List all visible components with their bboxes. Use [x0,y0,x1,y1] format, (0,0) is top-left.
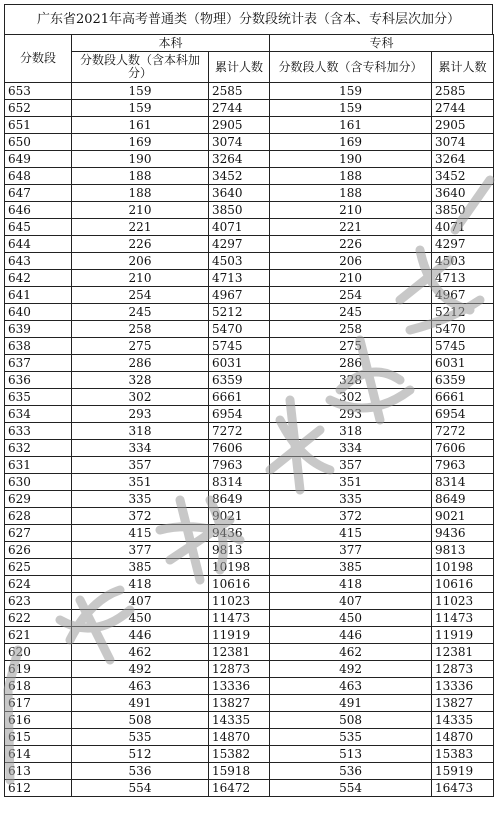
bk_count-cell: 512 [72,746,209,763]
score-cell: 632 [5,440,72,457]
bk_count-cell: 190 [72,151,209,168]
table-row [5,457,494,474]
bk_count-cell: 335 [72,491,209,508]
zk_count-cell: 245 [270,304,432,321]
bk_cum-cell: 4071 [209,219,270,236]
table-row [5,729,494,746]
bk_count-cell: 302 [72,389,209,406]
zk_count-cell: 159 [270,100,432,117]
bk_count-cell: 351 [72,474,209,491]
bk_cum-cell: 4503 [209,253,270,270]
zk_cum-cell: 4713 [432,270,494,287]
zk_cum-cell: 7963 [432,457,494,474]
table-row [5,780,494,797]
zk_count-cell: 357 [270,457,432,474]
bk_cum-cell: 9021 [209,508,270,525]
bk_cum-cell: 3850 [209,202,270,219]
bk_count-cell: 385 [72,559,209,576]
score-cell: 628 [5,508,72,525]
table-row [5,100,494,117]
bk_cum-cell: 3452 [209,168,270,185]
score-cell: 615 [5,729,72,746]
score-cell: 630 [5,474,72,491]
bk_count-cell: 446 [72,627,209,644]
table-row [5,185,494,202]
bk_cum-cell: 3264 [209,151,270,168]
score-cell: 646 [5,202,72,219]
zk_count-cell: 159 [270,83,432,100]
table-row [5,423,494,440]
bk_cum-cell: 11023 [209,593,270,610]
bk_cum-cell: 5745 [209,338,270,355]
bk_count-cell: 463 [72,678,209,695]
bk_count-cell: 462 [72,644,209,661]
zk_cum-cell: 4297 [432,236,494,253]
zk_cum-cell: 4967 [432,287,494,304]
zk_cum-cell: 11473 [432,610,494,627]
table-row [5,627,494,644]
bk_cum-cell: 14335 [209,712,270,729]
bk_count-cell: 407 [72,593,209,610]
zk_cum-cell: 5212 [432,304,494,321]
zk_count-cell: 377 [270,542,432,559]
bk_count-cell: 161 [72,117,209,134]
zk_cum-cell: 7606 [432,440,494,457]
bk_cum-cell: 6954 [209,406,270,423]
bk_cum-cell: 4967 [209,287,270,304]
bk_cum-cell: 15918 [209,763,270,780]
undergrad-count-header: 分数段人数（含本科加分） [72,52,209,83]
score-cell: 613 [5,763,72,780]
bk_count-cell: 535 [72,729,209,746]
score-cell: 612 [5,780,72,797]
zk_count-cell: 318 [270,423,432,440]
table-row [5,763,494,780]
bk_count-cell: 328 [72,372,209,389]
table-row [5,661,494,678]
bk_cum-cell: 12873 [209,661,270,678]
bk_count-cell: 491 [72,695,209,712]
table-row [5,219,494,236]
score-cell: 618 [5,678,72,695]
zk_count-cell: 535 [270,729,432,746]
zk_cum-cell: 6954 [432,406,494,423]
bk_count-cell: 169 [72,134,209,151]
table-row [5,474,494,491]
zk_cum-cell: 5470 [432,321,494,338]
score-cell: 652 [5,100,72,117]
table-row [5,610,494,627]
score-cell: 649 [5,151,72,168]
zk_cum-cell: 3640 [432,185,494,202]
table-row [5,134,494,151]
table-row [5,253,494,270]
junior-college-count-header: 分数段人数（含专科加分） [270,52,432,83]
bk_cum-cell: 7606 [209,440,270,457]
table-row [5,593,494,610]
zk_count-cell: 508 [270,712,432,729]
zk_cum-cell: 9436 [432,525,494,542]
score-cell: 640 [5,304,72,321]
zk_cum-cell: 6031 [432,355,494,372]
score-cell: 650 [5,134,72,151]
zk_count-cell: 275 [270,338,432,355]
table-row [5,287,494,304]
table-row [5,355,494,372]
zk_count-cell: 385 [270,559,432,576]
zk_cum-cell: 16473 [432,780,494,797]
score-cell: 622 [5,610,72,627]
bk_cum-cell: 6359 [209,372,270,389]
bk_cum-cell: 4297 [209,236,270,253]
zk_cum-cell: 4071 [432,219,494,236]
bk_count-cell: 258 [72,321,209,338]
zk_cum-cell: 6359 [432,372,494,389]
table-row [5,576,494,593]
zk_cum-cell: 2905 [432,117,494,134]
zk_count-cell: 513 [270,746,432,763]
score-cell: 626 [5,542,72,559]
bk_count-cell: 210 [72,202,209,219]
bk_count-cell: 357 [72,457,209,474]
score-cell: 614 [5,746,72,763]
score-cell: 625 [5,559,72,576]
zk_cum-cell: 11023 [432,593,494,610]
bk_count-cell: 450 [72,610,209,627]
zk_count-cell: 210 [270,270,432,287]
bk_cum-cell: 12381 [209,644,270,661]
bk_cum-cell: 16472 [209,780,270,797]
bk_cum-cell: 9813 [209,542,270,559]
bk_count-cell: 159 [72,83,209,100]
zk_count-cell: 462 [270,644,432,661]
zk_cum-cell: 3452 [432,168,494,185]
score-cell: 627 [5,525,72,542]
table-row [5,542,494,559]
score-cell: 629 [5,491,72,508]
table-row [5,440,494,457]
table-row [5,372,494,389]
table-row [5,644,494,661]
bk_count-cell: 418 [72,576,209,593]
zk_count-cell: 418 [270,576,432,593]
bk_cum-cell: 14870 [209,729,270,746]
bk_count-cell: 334 [72,440,209,457]
zk_count-cell: 302 [270,389,432,406]
zk_cum-cell: 13336 [432,678,494,695]
zk_cum-cell: 14335 [432,712,494,729]
zk_count-cell: 450 [270,610,432,627]
score-cell: 644 [5,236,72,253]
table-row [5,746,494,763]
zk_count-cell: 328 [270,372,432,389]
table-row [5,559,494,576]
score-cell: 648 [5,168,72,185]
table-row [5,270,494,287]
bk_count-cell: 508 [72,712,209,729]
bk_cum-cell: 15382 [209,746,270,763]
bk_cum-cell: 10198 [209,559,270,576]
zk_count-cell: 169 [270,134,432,151]
table-row [5,202,494,219]
table-row [5,508,494,525]
table-body [5,83,494,797]
bk_count-cell: 226 [72,236,209,253]
zk_cum-cell: 12873 [432,661,494,678]
bk_cum-cell: 6031 [209,355,270,372]
table-row [5,83,494,100]
score-cell: 616 [5,712,72,729]
bk_cum-cell: 8314 [209,474,270,491]
bk_cum-cell: 2585 [209,83,270,100]
zk_count-cell: 206 [270,253,432,270]
bk_count-cell: 554 [72,780,209,797]
bk_count-cell: 377 [72,542,209,559]
bk_cum-cell: 5470 [209,321,270,338]
score-cell: 651 [5,117,72,134]
score-cell: 653 [5,83,72,100]
zk_count-cell: 492 [270,661,432,678]
zk_count-cell: 351 [270,474,432,491]
zk_count-cell: 286 [270,355,432,372]
score-cell: 639 [5,321,72,338]
bk_cum-cell: 3074 [209,134,270,151]
zk_cum-cell: 9021 [432,508,494,525]
score-cell: 642 [5,270,72,287]
table-row [5,678,494,695]
score-distribution-sheet [4,4,493,797]
bk_cum-cell: 4713 [209,270,270,287]
zk_cum-cell: 2744 [432,100,494,117]
zk_cum-cell: 8649 [432,491,494,508]
zk_count-cell: 334 [270,440,432,457]
bk_count-cell: 245 [72,304,209,321]
table-row [5,304,494,321]
table-row [5,236,494,253]
undergrad-group-header: 本科 [72,35,270,52]
zk_cum-cell: 2585 [432,83,494,100]
zk_cum-cell: 8314 [432,474,494,491]
bk_cum-cell: 6661 [209,389,270,406]
score-cell: 619 [5,661,72,678]
bk_count-cell: 415 [72,525,209,542]
score-cell: 633 [5,423,72,440]
zk_cum-cell: 7272 [432,423,494,440]
zk_count-cell: 554 [270,780,432,797]
bk_count-cell: 210 [72,270,209,287]
zk_count-cell: 188 [270,168,432,185]
zk_cum-cell: 12381 [432,644,494,661]
zk_count-cell: 536 [270,763,432,780]
bk_count-cell: 188 [72,168,209,185]
score-cell: 636 [5,372,72,389]
bk_cum-cell: 10616 [209,576,270,593]
bk_count-cell: 492 [72,661,209,678]
bk_cum-cell: 3640 [209,185,270,202]
bk_cum-cell: 5212 [209,304,270,321]
bk_count-cell: 206 [72,253,209,270]
bk_count-cell: 318 [72,423,209,440]
zk_count-cell: 463 [270,678,432,695]
zk_count-cell: 407 [270,593,432,610]
zk_cum-cell: 13827 [432,695,494,712]
table-row [5,321,494,338]
bk_count-cell: 221 [72,219,209,236]
score-cell: 621 [5,627,72,644]
bk_cum-cell: 2744 [209,100,270,117]
table-row [5,712,494,729]
zk_count-cell: 415 [270,525,432,542]
zk_count-cell: 210 [270,202,432,219]
score-cell: 617 [5,695,72,712]
bk_count-cell: 372 [72,508,209,525]
zk_count-cell: 161 [270,117,432,134]
score-cell: 624 [5,576,72,593]
table-row [5,117,494,134]
zk_count-cell: 293 [270,406,432,423]
zk_count-cell: 254 [270,287,432,304]
junior-college-group-header: 专科 [270,35,494,52]
table-row [5,151,494,168]
zk_cum-cell: 11919 [432,627,494,644]
score-cell: 631 [5,457,72,474]
score-cell: 635 [5,389,72,406]
bk_cum-cell: 9436 [209,525,270,542]
table-row [5,525,494,542]
table-row [5,389,494,406]
table-row [5,168,494,185]
zk_cum-cell: 10198 [432,559,494,576]
bk_count-cell: 293 [72,406,209,423]
bk_count-cell: 188 [72,185,209,202]
table-title: 广东省2021年高考普通类（物理）分数段统计表（含本、专科层次加分） [4,4,493,34]
bk_cum-cell: 11473 [209,610,270,627]
score-cell: 645 [5,219,72,236]
zk_cum-cell: 5745 [432,338,494,355]
zk_count-cell: 190 [270,151,432,168]
table-row [5,491,494,508]
zk_cum-cell: 3850 [432,202,494,219]
score-cell: 634 [5,406,72,423]
zk_count-cell: 372 [270,508,432,525]
zk_count-cell: 258 [270,321,432,338]
bk_count-cell: 286 [72,355,209,372]
score-cell: 638 [5,338,72,355]
zk_cum-cell: 4503 [432,253,494,270]
zk_cum-cell: 6661 [432,389,494,406]
zk_count-cell: 446 [270,627,432,644]
bk_cum-cell: 7272 [209,423,270,440]
score-cell: 623 [5,593,72,610]
score-cell: 620 [5,644,72,661]
zk_count-cell: 221 [270,219,432,236]
zk_cum-cell: 10616 [432,576,494,593]
zk_cum-cell: 3074 [432,134,494,151]
score-table [4,34,494,797]
bk_count-cell: 254 [72,287,209,304]
bk_cum-cell: 7963 [209,457,270,474]
zk_cum-cell: 15919 [432,763,494,780]
score-cell: 641 [5,287,72,304]
bk_count-cell: 536 [72,763,209,780]
zk_cum-cell: 3264 [432,151,494,168]
table-row [5,695,494,712]
zk_count-cell: 188 [270,185,432,202]
bk_count-cell: 275 [72,338,209,355]
score-column-header: 分数段 [5,35,72,83]
bk_cum-cell: 11919 [209,627,270,644]
zk_count-cell: 226 [270,236,432,253]
zk_count-cell: 335 [270,491,432,508]
zk_count-cell: 491 [270,695,432,712]
table-row [5,406,494,423]
bk_cum-cell: 8649 [209,491,270,508]
score-cell: 643 [5,253,72,270]
bk_count-cell: 159 [72,100,209,117]
zk_cum-cell: 14870 [432,729,494,746]
score-cell: 647 [5,185,72,202]
bk_cum-cell: 13827 [209,695,270,712]
zk_cum-cell: 15383 [432,746,494,763]
table-row [5,338,494,355]
undergrad-cumulative-header: 累计人数 [209,52,270,83]
bk_cum-cell: 13336 [209,678,270,695]
zk_cum-cell: 9813 [432,542,494,559]
score-cell: 637 [5,355,72,372]
junior-college-cumulative-header: 累计人数 [432,52,494,83]
bk_cum-cell: 2905 [209,117,270,134]
